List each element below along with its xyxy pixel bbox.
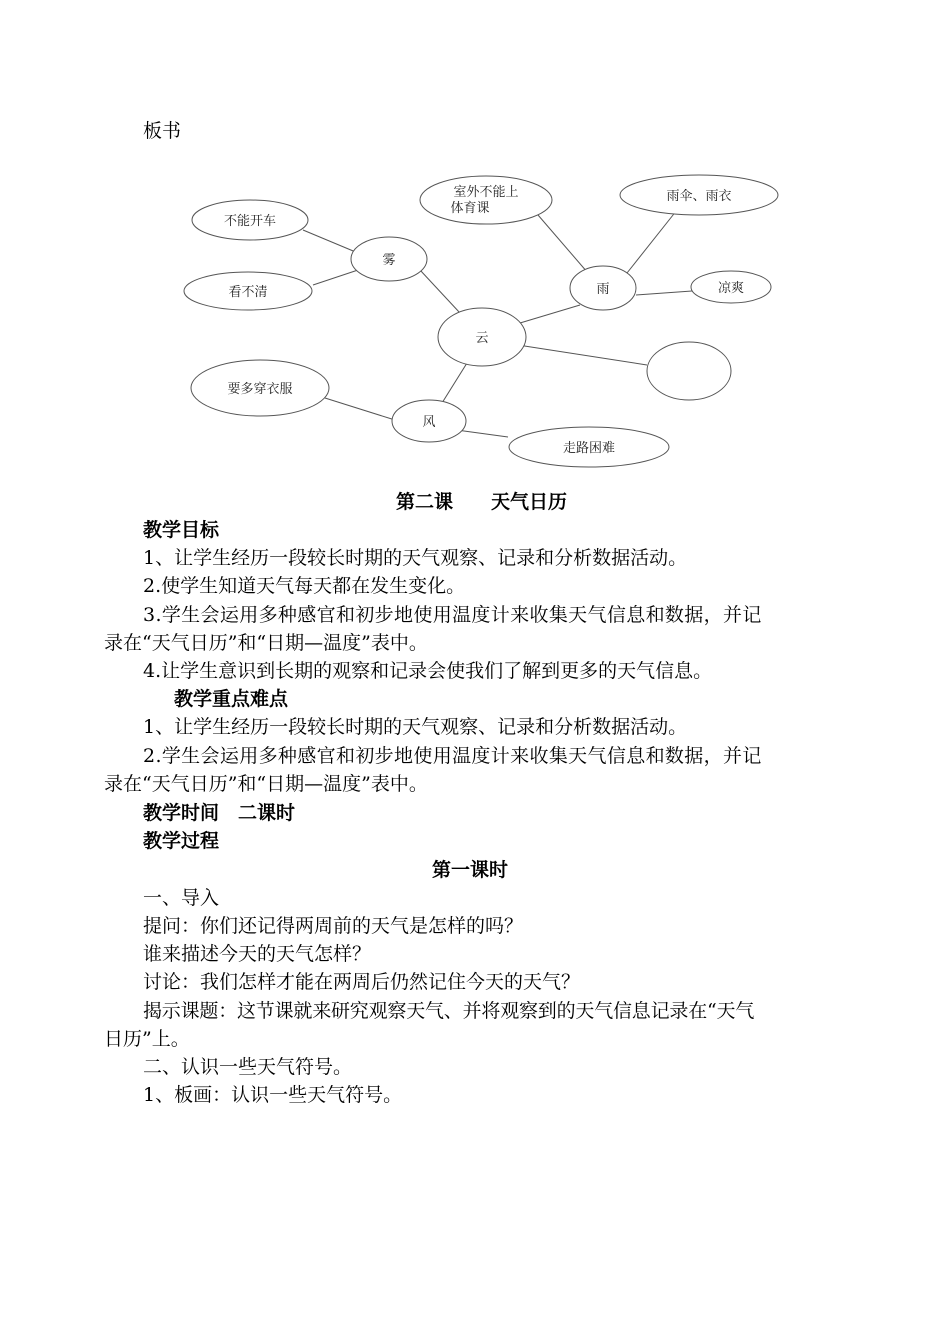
node-label: 室外不能上 xyxy=(453,185,519,200)
goal-item: 1、让学生经历一段较长时期的天气观察、记录和分析数据活动。 xyxy=(143,547,688,569)
goal-item: 2.使学生知道天气每天都在发生变化。 xyxy=(143,575,466,597)
node-label: 风 xyxy=(422,415,436,430)
node-label: 走路困难 xyxy=(562,441,616,456)
key-item: 2.学生会运用多种感官和初步地使用温度计来收集天气信息和数据，并记 xyxy=(143,745,762,767)
goal-item: 3.学生会运用多种感官和初步地使用温度计来收集天气信息和数据，并记 xyxy=(143,604,762,626)
process-heading: 教学过程 xyxy=(143,830,220,852)
node-wind-effect-walking xyxy=(509,427,669,467)
connector xyxy=(442,363,467,403)
body-line: 一、导入 xyxy=(143,887,220,909)
teaching-time: 教学时间 二课时 xyxy=(143,802,296,824)
connector xyxy=(325,398,395,420)
node-wind-effect-clothes xyxy=(191,360,329,416)
body-line: 讨论：我们怎样才能在两周后仍然记住今天的天气？ xyxy=(143,971,581,993)
connector xyxy=(627,210,677,273)
connector xyxy=(518,345,647,365)
node-rain-effect-gear xyxy=(620,175,778,215)
goals-heading: 教学目标 xyxy=(143,519,220,541)
node-fog-effect-visibility xyxy=(184,272,312,310)
key-item-continued: 录在“天气日历”和“日期—温度”表中。 xyxy=(104,773,428,795)
body-line: 1、板画：认识一些天气符号。 xyxy=(143,1084,403,1106)
key-item: 1、让学生经历一段较长时期的天气观察、记录和分析数据活动。 xyxy=(143,716,688,738)
node-cloud-center xyxy=(438,308,526,366)
board-label: 板书 xyxy=(143,120,182,142)
node-rain-effect-cool xyxy=(691,271,771,303)
mind-map-diagram xyxy=(180,165,800,475)
body-line: 提问：你们还记得两周前的天气是怎样的吗？ xyxy=(143,915,524,937)
node-label: 凉爽 xyxy=(717,281,745,296)
connector xyxy=(636,291,692,295)
node-label: 不能开车 xyxy=(223,214,277,229)
node-label: 雨伞、雨衣 xyxy=(666,189,732,204)
node-rain xyxy=(570,266,636,310)
node-label: 要多穿衣服 xyxy=(227,382,293,397)
node-label: 雨 xyxy=(596,282,610,297)
body-line: 揭示课题：这节课就来研究观察天气、并将观察到的天气信息记录在“天气 xyxy=(143,1000,755,1022)
node-wind xyxy=(392,400,466,442)
key-heading: 教学重点难点 xyxy=(174,688,289,710)
connector xyxy=(313,270,358,285)
body-line-continued: 日历”上。 xyxy=(104,1028,190,1050)
connector xyxy=(303,230,358,253)
connector xyxy=(538,215,588,273)
connector xyxy=(520,305,580,323)
connector xyxy=(420,270,460,313)
body-line: 谁来描述今天的天气怎样？ xyxy=(143,943,372,965)
node-rain-effect-pe xyxy=(420,176,552,224)
goal-item-continued: 录在“天气日历”和“日期—温度”表中。 xyxy=(104,632,428,654)
node-empty xyxy=(647,342,731,400)
lesson-title: 第二课 天气日历 xyxy=(396,491,568,513)
goal-item: 4.让学生意识到长期的观察和记录会使我们了解到更多的天气信息。 xyxy=(143,660,713,682)
period-title: 第一课时 xyxy=(432,859,509,881)
node-label: 体育课 xyxy=(450,201,490,216)
node-label: 云 xyxy=(475,331,489,346)
node-fog xyxy=(351,237,427,281)
node-label: 看不清 xyxy=(228,285,268,300)
node-fog-effect-driving xyxy=(192,200,308,240)
body-line: 二、认识一些天气符号。 xyxy=(143,1056,353,1078)
node-label: 雾 xyxy=(382,253,396,268)
